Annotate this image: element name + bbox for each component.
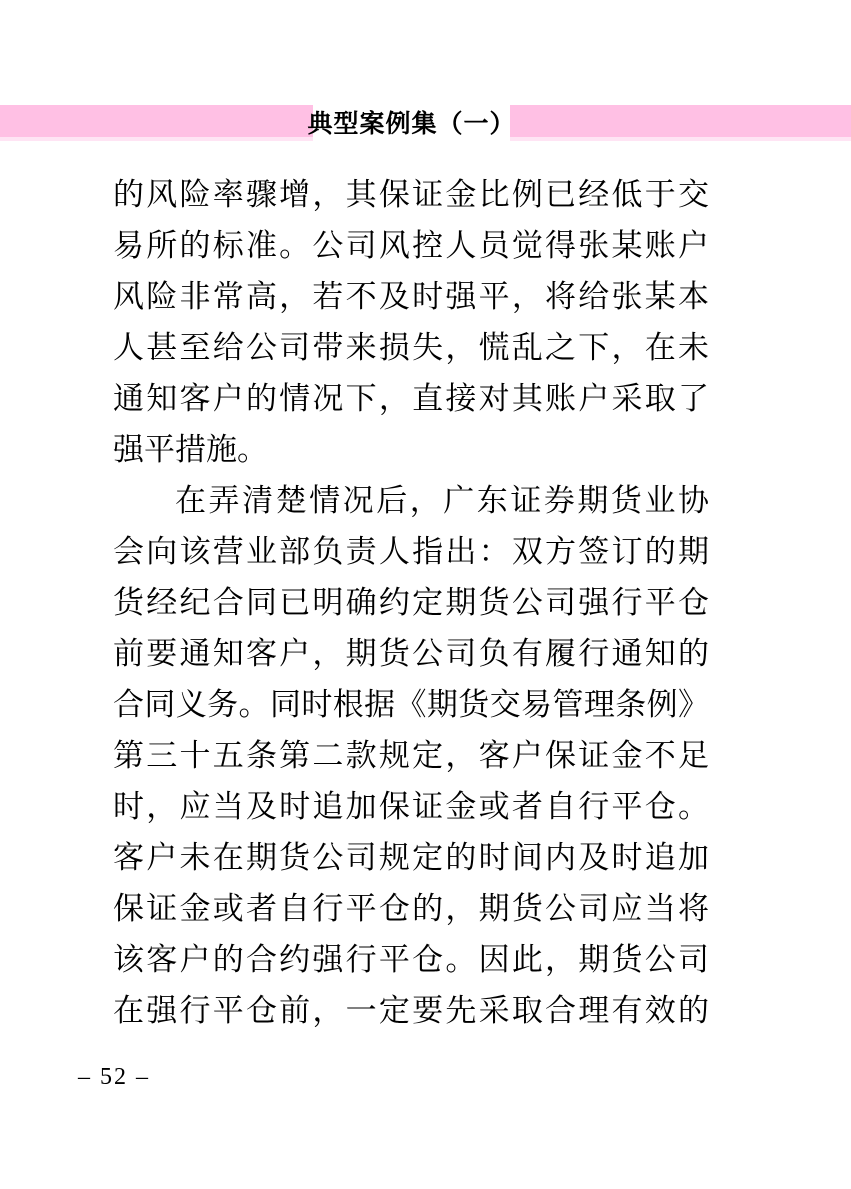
text-line: 货经纪合同已明确约定期货公司强行平仓 [113,585,709,620]
text-line: 第三十五条第二款规定，客户保证金不足 [113,738,709,773]
text-line: 该客户的合约强行平仓。因此，期货公司 [113,942,709,977]
text-line: 合同义务。同时根据《期货交易管理条例》 [113,687,709,722]
text-line: 会向该营业部负责人指出：双方签订的期 [113,534,709,569]
text-line: 的风险率骤增，其保证金比例已经低于交 [113,177,709,212]
text-line: 人甚至给公司带来损失，慌乱之下，在未 [113,330,709,365]
text-line: 易所的标准。公司风控人员觉得张某账户 [113,228,709,263]
text-line: 强平措施。 [113,432,268,467]
text-line: 时，应当及时追加保证金或者自行平仓。 [113,789,709,824]
header-title-box [307,100,516,144]
text-line: 在弄清楚情况后，广东证券期货业协 [175,483,709,518]
text-line: 前要通知客户，期货公司负有履行通知的 [113,636,709,671]
text-line: 风险非常高，若不及时强平，将给张某本 [113,279,709,314]
text-line: 保证金或者自行平仓的，期货公司应当将 [113,891,709,926]
body-text [113,169,709,1036]
text-line: 通知客户的情况下，直接对其账户采取了 [113,381,709,416]
text-line: 在强行平仓前，一定要先采取合理有效的 [113,993,709,1028]
page-number: – 52 – [78,1064,150,1090]
text-line: 客户未在期货公司规定的时间内及时追加 [113,840,709,875]
page-header-title: 典型案例集（一） [307,111,516,138]
